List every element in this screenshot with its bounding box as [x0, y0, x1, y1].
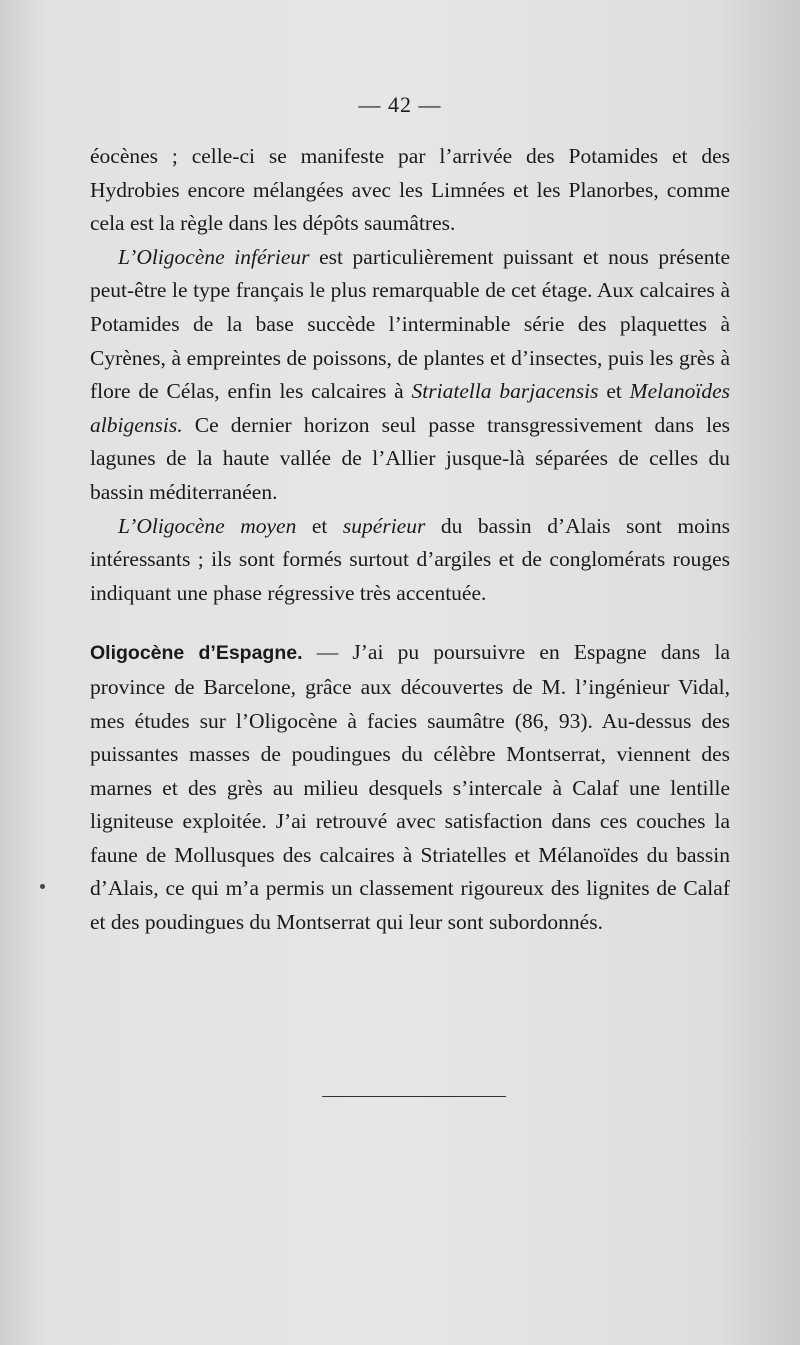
paragraph-1 [90, 140, 730, 241]
paragraph-4-text: — J’ai pu poursuivre en Espagne dans la province de Barcelone, grâce aux découvertes de M. l’ingénieur Vidal, mes études sur l’Oligocène à facies saumâtre (86, 93). Au-dessus des puissantes masses de poudingues du célèbre Montserrat, viennent des marnes et des grès au milieu desquels s’intercale à Calaf une lentille ligniteuse exploitée. J’ai retrouvé avec satisfaction dans ces couches la faune de Mollusques des calcaires à Striatelles et Mélanoïdes du bassin d’Alais, ce qui m’a permis un classement rigoureux des lignites de Calaf et des poudingues du Montserrat qui leur sont subordonnés. [90, 640, 730, 935]
end-rule [322, 1096, 506, 1097]
term-superieur: supérieur [342, 513, 426, 538]
paragraph-1-text: éocènes ; celle-ci se manifeste par l’arrivée des Potamides et des Hydrobies encore mélangées avec les Limnées et les Planorbes, comme cela est la règle dans les dépôts saumâtres. [90, 144, 730, 236]
paragraph-2-text-3: Ce dernier horizon seul passe transgressivement dans les lagunes de la haute vallée de l’Allier jusque-là séparées de celles du bassin méditerranéen. [90, 412, 730, 504]
body-text [90, 140, 730, 940]
term-striatella: Striatella barjacensis [411, 379, 599, 404]
paragraph-3 [90, 510, 730, 611]
margin-dot [40, 884, 45, 889]
paragraph-2-text-2: et [598, 379, 630, 404]
paragraph-3-text-2: du bassin d’Alais sont moins intéressants ; ils sont formés surtout d’argiles et de conglomérats rouges indiquant une phase régressive très accentuée. [90, 513, 730, 605]
page-number: — 42 — [358, 92, 442, 117]
section-heading: Oligocène d’Espagne. [90, 642, 303, 665]
paragraph-3-text-1: et [296, 513, 343, 538]
term-oligocene-moyen: L’Oligocène moyen [118, 513, 297, 538]
paragraph-2-text-1: est particulièrement puissant et nous présente peut-être le type français le plus remarquable de cet étage. Aux calcaires à Potamides de la base succède l’interminable série des plaquettes à Cyrènes, à empreintes de poissons, de plantes et d’insectes, puis les grès à flore de Célas, enfin les calcaires à [90, 244, 730, 404]
paragraph-4 [90, 636, 730, 939]
paragraph-2 [90, 241, 730, 510]
term-oligocene-inferieur: L’Oligocène inférieur [118, 244, 310, 269]
term-melanoides: Melanoïdes albigensis. [90, 379, 730, 437]
